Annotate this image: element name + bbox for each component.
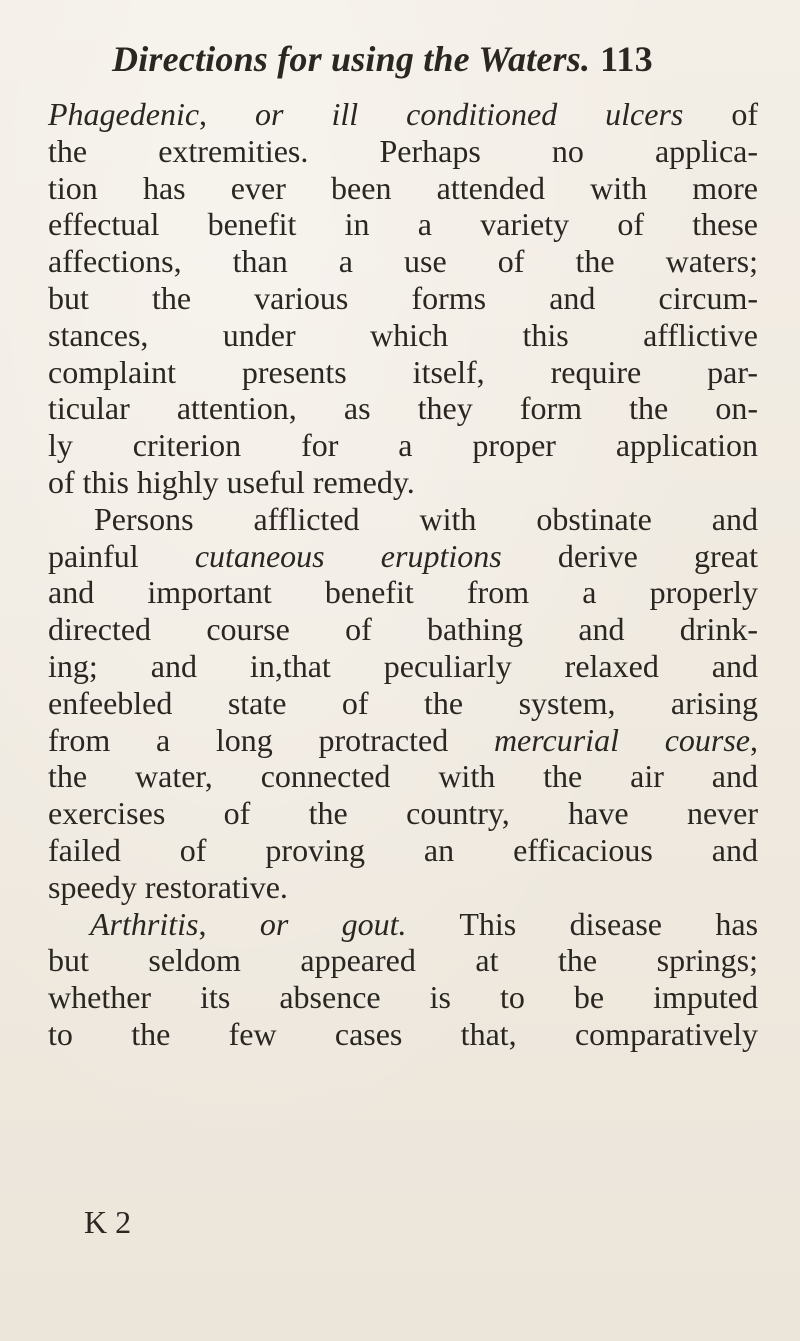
- text-line: [48, 832, 758, 869]
- text-line: [48, 538, 758, 575]
- text-line: [48, 206, 758, 243]
- text-segment: effectual benefit in a variety of these: [48, 206, 758, 243]
- text-segment: affections, than a use of the waters;: [48, 243, 758, 280]
- text-line: [48, 685, 758, 722]
- text-line: [48, 906, 758, 943]
- signature-mark: K 2: [84, 1204, 132, 1240]
- text-line: [48, 795, 758, 832]
- italic-text: mercurial course: [493, 721, 750, 758]
- text-segment: ticular attention, as they form the on-: [48, 390, 758, 427]
- text-line: [48, 96, 758, 133]
- text-line: [48, 427, 758, 464]
- text-segment: the extremities. Perhaps no applica-: [48, 132, 758, 169]
- text-segment: ,: [199, 96, 256, 132]
- text-segment: This disease has: [406, 905, 759, 942]
- text-line: [48, 280, 758, 317]
- text-line: [48, 722, 758, 759]
- running-title: Directions for using the Waters.: [112, 39, 591, 79]
- text-segment: the water, connected with the air and: [48, 758, 758, 795]
- page-body-text: [48, 96, 758, 1053]
- text-segment: to the few cases that, comparatively: [48, 1015, 758, 1052]
- text-line: [48, 170, 758, 207]
- text-line: [48, 611, 758, 648]
- text-line: [48, 574, 758, 611]
- text-segment: but the various forms and circum-: [48, 279, 758, 316]
- text-segment: speedy restorative.: [48, 868, 288, 905]
- text-segment: but seldom appeared at the springs;: [48, 942, 758, 979]
- text-line: [48, 390, 758, 427]
- text-segment: of this highly useful remedy.: [48, 463, 415, 500]
- text-segment: directed course of bathing and drink-: [48, 611, 758, 648]
- italic-text: or ill conditioned ulcers: [255, 96, 684, 132]
- text-line: [48, 1016, 758, 1053]
- text-segment: stances, under which this afflictive: [48, 316, 758, 353]
- italic-text: cutaneous eruptions: [194, 537, 502, 574]
- text-line: [48, 317, 758, 354]
- text-segment: and important benefit from a properly: [48, 574, 758, 611]
- text-line: [48, 869, 758, 906]
- italic-text: Arthritis: [90, 905, 199, 942]
- text-segment: Persons afflicted with obstinate and: [94, 500, 758, 537]
- text-segment: painful: [48, 537, 195, 574]
- text-line: [48, 133, 758, 170]
- text-line: [48, 243, 758, 280]
- text-line: [48, 354, 758, 391]
- page-number: 113: [600, 39, 653, 79]
- text-segment: ly criterion for a proper application: [48, 427, 758, 464]
- text-line: [48, 648, 758, 685]
- text-segment: from a long protracted: [48, 721, 494, 758]
- text-segment: complaint presents itself, require par-: [48, 353, 758, 390]
- italic-text: Phagedenic: [48, 96, 200, 132]
- text-segment: of: [683, 96, 759, 132]
- text-segment: ing; and in,that peculiarly relaxed and: [48, 647, 758, 684]
- running-header: [112, 38, 712, 80]
- text-line: [48, 942, 758, 979]
- text-segment: tion has ever been attended with more: [48, 169, 758, 206]
- text-segment: exercises of the country, have never: [48, 795, 758, 832]
- text-segment: ,: [198, 905, 260, 942]
- text-segment: derive great: [501, 537, 758, 574]
- text-segment: failed of proving an efficacious and: [48, 831, 758, 868]
- text-segment: enfeebled state of the system, arising: [48, 684, 758, 721]
- text-line: [48, 501, 758, 538]
- text-line: [48, 758, 758, 795]
- text-segment: ,: [750, 721, 758, 758]
- italic-text: or gout.: [259, 905, 407, 942]
- text-line: [48, 979, 758, 1016]
- text-segment: whether its absence is to be imputed: [48, 979, 758, 1016]
- text-line: [48, 464, 758, 501]
